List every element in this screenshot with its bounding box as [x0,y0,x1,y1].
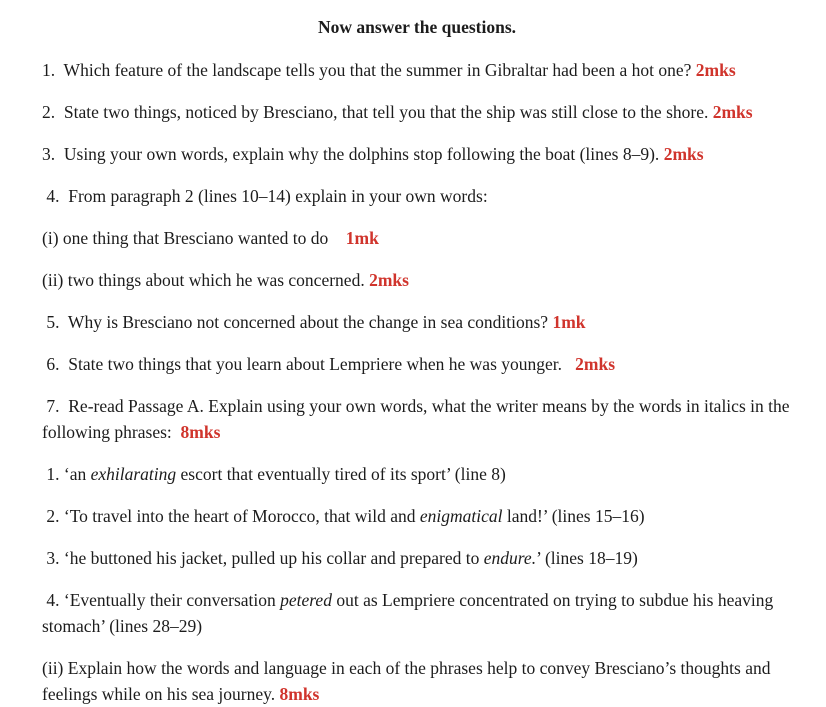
question-text: 5. Why is Bresciano not concerned about the change in sea conditions? [42,312,553,332]
italic-word: exhilarating [90,464,177,484]
question-text: 6. State two things that you learn about Lempriere when he was younger. [42,354,576,374]
question-text: 2. State two things, noticed by Bresciano, that tell you that the ship was still close to the shore. [42,102,713,122]
question-line [42,503,792,529]
question-text: (ii) two things about which he was concerned. [42,270,370,290]
question-line [42,141,792,167]
question-line [42,461,792,487]
question-line [42,545,792,571]
question-text: 7. Re-read Passage A. Explain using your own words, what the writer means by the words in italics in the following phrases: [42,396,794,442]
italic-word: petered [280,590,332,610]
page-title: Now answer the questions. [317,17,517,37]
question-text: 4. From paragraph 2 (lines 10–14) explain in your own words: [42,186,488,206]
question-line [42,655,792,707]
italic-word: enigmatical [419,506,503,526]
question-line [42,183,792,209]
question-line [42,57,792,83]
question-text: (i) one thing that Bresciano wanted to do [42,228,346,248]
question-text: land!’ (lines 15–16) [502,506,645,526]
question-text: 3. Using your own words, explain why the dolphins stop following the boat (lines 8–9). [42,144,664,164]
question-line [42,393,792,445]
marks-badge: 8mks [180,422,221,442]
question-text: 1. ‘an [42,464,91,484]
italic-word: endure. [483,548,537,568]
marks-badge: 1mk [552,312,586,332]
question-text: 3. ‘he buttoned his jacket, pulled up his collar and prepared to [42,548,484,568]
question-line [42,587,792,639]
marks-badge: 8mks [279,684,320,704]
marks-badge: 2mks [663,144,704,164]
questions-list [42,57,792,707]
question-text: 2. ‘To travel into the heart of Morocco, that wild and [42,506,420,526]
question-text: 4. ‘Eventually their conversation [42,590,281,610]
question-text: ’ (lines 18–19) [536,548,638,568]
question-line [42,225,792,251]
marks-badge: 2mks [575,354,616,374]
marks-badge: 2mks [369,270,409,290]
question-line [42,351,792,377]
question-text: (ii) Explain how the words and language in each of the phrases help to convey Bresciano’s thoughts and feelings while on his sea journey. [42,658,775,704]
marks-badge: 2mks [695,60,736,80]
marks-badge: 1mk [345,228,379,248]
question-line [42,99,792,125]
question-line [42,267,792,293]
question-text: out as Lempriere concentrated on trying to subdue his heaving stomach’ (lines 28–29) [42,590,778,636]
question-text: 1. Which feature of the landscape tells you that the summer in Gibraltar had been a hot one? [42,60,696,80]
marks-badge: 2mks [712,102,753,122]
question-line [42,309,792,335]
question-text: escort that eventually tired of its sport’ (line 8) [176,464,506,484]
